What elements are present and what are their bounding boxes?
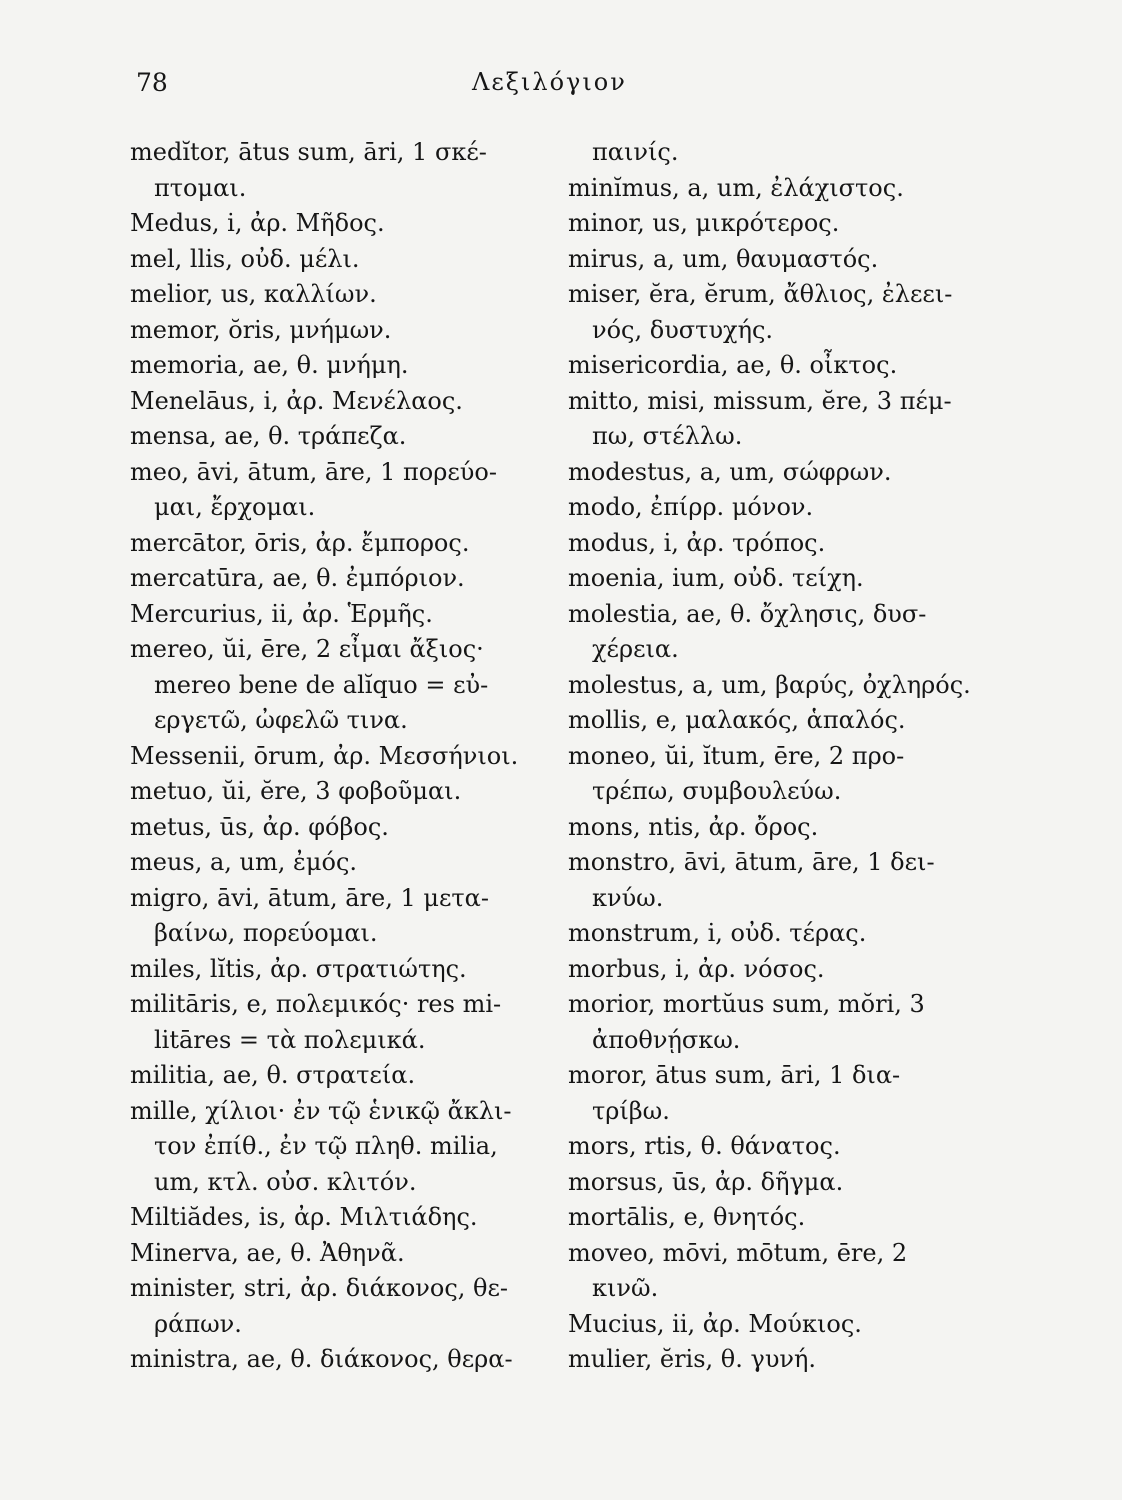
dictionary-entry: mons, ntis, ἀρ. ὄρος. xyxy=(568,812,819,841)
entry-continuation-line: πω, στέλλω. xyxy=(592,422,743,450)
dictionary-entry: moenia, ium, οὐδ. τείχη. xyxy=(568,564,864,592)
dictionary-entry: metus, ūs, ἀρ. φόβος. xyxy=(130,812,389,841)
entry-continuation-line: μαι, ἔρχομαι. xyxy=(154,493,316,521)
dictionary-entry: mercātor, ōris, ἀρ. ἔμπορος. xyxy=(130,528,470,557)
dictionary-entry: melior, us, καλλίων. xyxy=(130,280,377,308)
page-number: 78 xyxy=(136,68,168,97)
entry-continuation-line: τρίβω. xyxy=(592,1096,670,1125)
dictionary-entry: minor, us, μικρότερος. xyxy=(568,209,840,237)
entry-continuation-line: um, κτλ. οὐσ. κλιτόν. xyxy=(154,1167,417,1196)
dictionary-entry: monstro, āvi, ātum, āre, 1 δει- xyxy=(568,848,935,876)
entry-continuation-line: εργετῶ, ὠφελῶ τινα. xyxy=(154,706,408,734)
entry-continuation-line: χέρεια. xyxy=(592,635,679,663)
dictionary-entry: modus, i, ἀρ. τρόπος. xyxy=(568,528,826,557)
entry-continuation-line: νός, δυστυχής. xyxy=(592,315,774,344)
dictionary-entry: metuo, ŭi, ĕre, 3 φοβοῦμαι. xyxy=(130,777,462,805)
dictionary-entry: meo, āvi, ātum, āre, 1 πορεύο- xyxy=(130,457,497,486)
dictionary-entry: mulier, ĕris, θ. γυνή. xyxy=(568,1345,817,1373)
entry-continuation-line: πτομαι. xyxy=(154,173,247,202)
dictionary-entry: mensa, ae, θ. τράπεζα. xyxy=(130,422,407,450)
dictionary-entry: misericordia, ae, θ. οἶκτος. xyxy=(568,351,898,379)
entry-continuation-line: mereo bene de alĭquo = εὐ- xyxy=(154,670,489,699)
dictionary-entry: minister, stri, ἀρ. διάκονος, θε- xyxy=(130,1274,509,1302)
right-column xyxy=(568,135,1008,1378)
page-header xyxy=(136,68,1036,108)
dictionary-entry: memoria, ae, θ. μνήμη. xyxy=(130,351,409,379)
dictionary-entry: mel, llis, οὐδ. μέλι. xyxy=(130,244,360,273)
dictionary-entry: mollis, e, μαλακός, ἁπαλός. xyxy=(568,706,906,734)
dictionary-entry: mercatūra, ae, θ. ἐμπόριον. xyxy=(130,564,465,592)
dictionary-entry: modo, ἐπίρρ. μόνον. xyxy=(568,493,814,521)
dictionary-entry: morbus, i, ἀρ. νόσος. xyxy=(568,954,825,983)
entry-continuation-line: ἀποθνῄσκω. xyxy=(592,1025,741,1054)
entry-continuation-line: ράπων. xyxy=(154,1309,242,1338)
dictionary-entry: Medus, i, ἀρ. Μῆδος. xyxy=(130,209,385,237)
entry-continuation-line: κνύω. xyxy=(592,883,664,912)
dictionary-entry: molestus, a, um, βαρύς, ὀχληρός. xyxy=(568,670,971,699)
dictionary-entry: migro, āvi, ātum, āre, 1 μετα- xyxy=(130,883,489,912)
entry-continuation-line: κινῶ. xyxy=(592,1274,659,1302)
dictionary-entry: mille, χίλιοι· ἐν τῷ ἑνικῷ ἄκλι- xyxy=(130,1096,512,1125)
dictionary-entry: minĭmus, a, um, ἐλάχιστος. xyxy=(568,173,904,202)
dictionary-entry: memor, ŏris, μνήμων. xyxy=(130,315,392,344)
dictionary-entry: militia, ae, θ. στρατεία. xyxy=(130,1061,416,1089)
dictionary-entry: Minerva, ae, θ. Ἀθηνᾶ. xyxy=(130,1238,405,1267)
dictionary-entry: moror, ātus sum, āri, 1 δια- xyxy=(568,1061,901,1089)
dictionary-entry: moneo, ŭi, ĭtum, ēre, 2 προ- xyxy=(568,741,905,770)
dictionary-entry: morsus, ūs, ἀρ. δῆγμα. xyxy=(568,1167,844,1196)
dictionary-entry: ministra, ae, θ. διάκονος, θερα- xyxy=(130,1345,513,1373)
dictionary-entry: miser, ĕra, ĕrum, ἄθλιος, ἐλεει- xyxy=(568,280,953,308)
dictionary-entry: meus, a, um, ἐμός. xyxy=(130,848,358,876)
left-column xyxy=(130,135,550,1378)
dictionary-entry: Miltiădes, is, ἀρ. Μιλτιάδης. xyxy=(130,1203,478,1231)
entry-continuation-line: τρέπω, συμβουλεύω. xyxy=(592,777,842,805)
dictionary-entry: mors, rtis, θ. θάνατος. xyxy=(568,1132,841,1160)
dictionary-entry: mortālis, e, θνητός. xyxy=(568,1203,806,1231)
dictionary-entry: Menelāus, i, ἀρ. Μενέλαος. xyxy=(130,386,463,415)
entry-continuation-line: τον ἐπίθ., ἐν τῷ πληθ. milia, xyxy=(154,1132,498,1160)
dictionary-entry: monstrum, i, οὐδ. τέρας. xyxy=(568,919,867,947)
entry-continuation-line: βαίνω, πορεύομαι. xyxy=(154,919,378,947)
dictionary-entry: medĭtor, ātus sum, āri, 1 σκέ- xyxy=(130,138,487,166)
dictionary-entry: Mucius, ii, ἀρ. Μούκιος. xyxy=(568,1309,862,1338)
dictionary-entry: Messenii, ōrum, ἀρ. Μεσσήνιοι. xyxy=(130,741,519,770)
dictionary-entry: mitto, misi, missum, ĕre, 3 πέμ- xyxy=(568,386,952,415)
dictionary-entry: morior, mortŭus sum, mŏri, 3 xyxy=(568,990,925,1018)
entry-continuation-line: litāres = τὰ πολεμικά. xyxy=(154,1025,426,1054)
entry-continuation-line: παινίς. xyxy=(592,138,679,166)
dictionary-entry: mirus, a, um, θαυμαστός. xyxy=(568,244,879,273)
dictionary-entry: moveo, mōvi, mōtum, ēre, 2 xyxy=(568,1238,908,1267)
dictionary-entry: molestia, ae, θ. ὄχλησις, δυσ- xyxy=(568,599,927,628)
dictionary-entry: Mercurius, ii, ἀρ. Ἑρμῆς. xyxy=(130,599,433,628)
dictionary-entry: mereo, ŭi, ēre, 2 εἶμαι ἄξιος· xyxy=(130,635,484,663)
dictionary-entry: modestus, a, um, σώφρων. xyxy=(568,457,892,486)
running-title: Λεξιλόγιον xyxy=(472,68,627,96)
dictionary-entry: miles, lĭtis, ἀρ. στρατιώτης. xyxy=(130,954,467,983)
dictionary-entry: militāris, e, πολεμικός· res mi- xyxy=(130,990,502,1018)
